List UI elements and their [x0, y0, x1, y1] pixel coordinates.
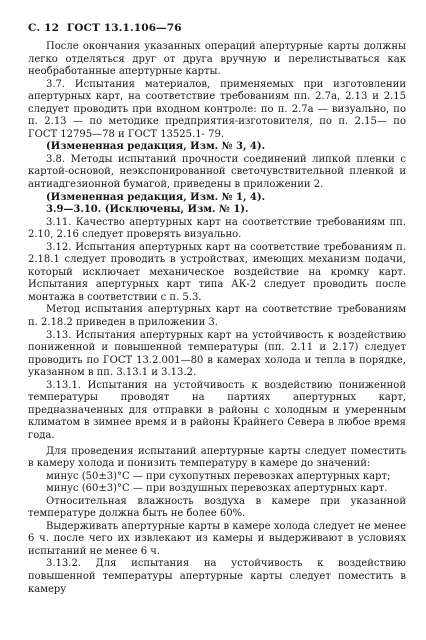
paragraph: 3.13.1. Испытания на устойчивость к воздействию пониженной температуры проводят на партиях апертурных карт, предназначенных для отправки в районы с холодным и умеренным климатом в зимнее время и в районы Крайнего Севера в любое время года. [28, 379, 406, 441]
paragraph: Для проведения испытаний апертурные карты следует поместить в камеру холода и понизить температуру в камере до значений: [28, 445, 406, 470]
page-number: С. 12 [28, 22, 60, 34]
paragraph: минус (50±3)°С — при сухопутных перевозках апертурных карт; [46, 470, 391, 482]
paragraph: Метод испытания апертурных карт на соответствие требованиям п. 2.18.2 приведен в приложении 3. [28, 304, 406, 329]
standard-code: ГОСТ 13.1.106—76 [66, 22, 182, 34]
paragraph: Относительная влажность воздуха в камере при указанной температуре должна быть не более 60%. [28, 495, 406, 520]
paragraph: 3.13.2. Для испытания на устойчивость к воздействию повышенной температуры апертурные карты следует поместить в камеру [28, 558, 406, 595]
paragraph: 3.13. Испытания апертурных карт на устойчивость к воздействию пониженной и повышенной температуры (пп. 2.11 и 2.17) следует проводить по ГОСТ 13.2.001—80 в камерах холода и тепла в порядке, указанном в пп. 3.13.1 и 3.13.2. [28, 329, 406, 379]
paragraph: После окончания указанных операций апертурные карты должны легко отделяться друг от друга вручную и перелистываться как необработанные апертурные карты. [28, 41, 406, 78]
paragraph: 3.7. Испытания материалов, применяемых при изготовлении апертурных карт, на соответствие требованиям пп. 2.7а, 2.13 и 2.15 следует проводить при входном контроле: по п. 2.7а — визуально, по п. 2.13 — по методике предприятия-изготовителя, по п. 2.15— по ГОСТ 12795—78 и ГОСТ 13525.1- 79. [28, 78, 406, 140]
paragraph: 3.8. Методы испытаний прочности соединений липкой пленки с картой-основой, неэкспонированной светочувствительной пленкой и антиадгезионной бумагой, приведены в приложении 2. [28, 153, 406, 191]
page-header [28, 22, 406, 34]
paragraph: Выдерживать апертурные карты в камере холода следует не менее 6 ч. после чего их извлекают из камеры и выдерживают в условиях испытаний не менее 6 ч. [28, 520, 406, 557]
excluded-note: 3.9—3.10. (Исключены, Изм. № 1). [46, 204, 249, 216]
amendment-note: (Измененная редакция, Изм. № 1, 4). [46, 191, 266, 203]
paragraph: 3.12. Испытания апертурных карт на соответствие требованиям п. 2.18.1 следует проводить в устройствах, имеющих механизм подачи, который исключает механическое воздействие на кромку карт. Испытания апертурных карт типа АК-2 следует проводить после монтажа в соответствии с п. 5.3. [28, 241, 406, 303]
paragraph: минус (60±3)°С — при воздушных перевозках апертурных карт. [46, 483, 388, 495]
amendment-note: (Измененная редакция, Изм. № 3, 4). [46, 141, 266, 153]
paragraph: 3.11. Качество апертурных карт на соответствие требованиям пп. 2.10, 2.16 следует проверять визуально. [28, 216, 406, 241]
